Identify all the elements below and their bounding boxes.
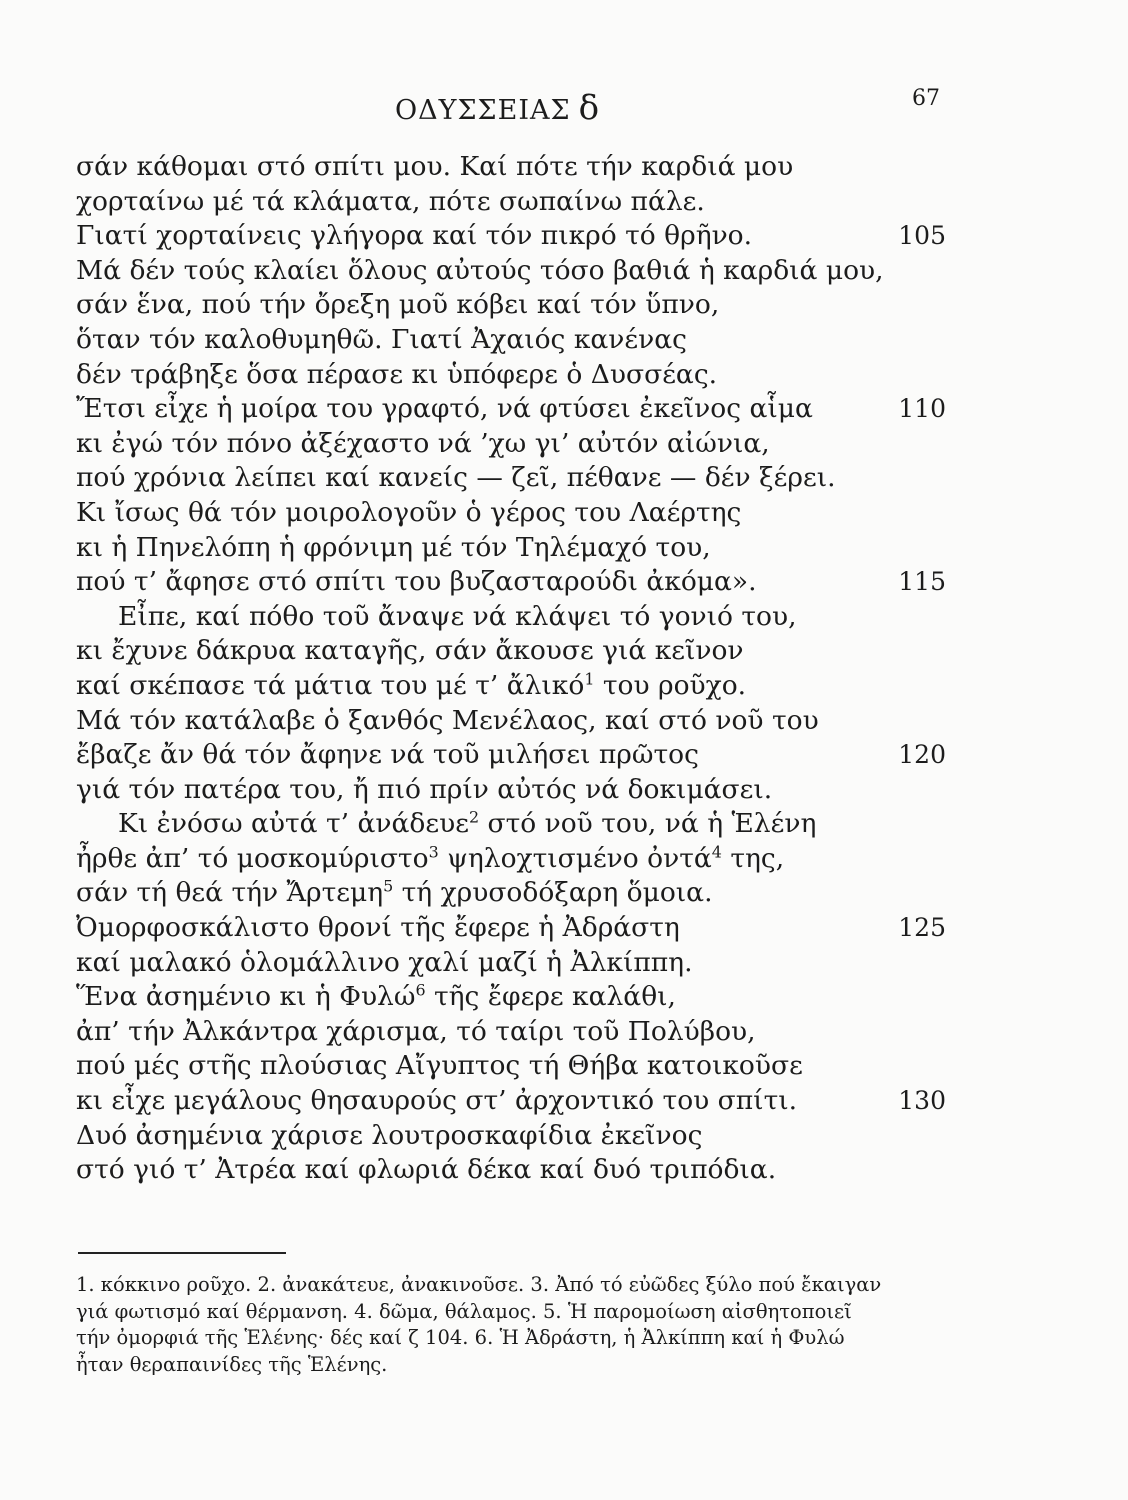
footnote-divider [78,1252,286,1254]
verse-line [76,980,946,1015]
verse-text [76,705,819,736]
verse-text [76,255,884,286]
verse-text [76,1050,803,1081]
verse-text [76,670,746,701]
verse-segment: ψηλοχτισμένο ὀντά [438,842,712,874]
verse-line [76,669,946,704]
book-letter: δ [578,88,601,128]
footnote-marker: 2 [468,807,480,827]
verse-text [76,324,687,355]
verse-text [76,808,816,839]
verse-segment: σάν κάθομαι στό σπίτι μου. Καί πότε τήν καρδιά μου [76,151,794,182]
verse-segment: κι ἐγώ τόν πόνο ἀξέχαστο νά ’χω γι’ αὐτόν αἰώνια, [76,427,770,459]
verse-segment: ἀπ’ τήν Ἀλκάντρα χάρισμα, τό ταίρι τοῦ Πολύβου, [76,1015,756,1047]
verse-line [76,392,946,427]
verse-segment: Μά δέν τούς κλαίει ὅλους αὐτούς τόσο βαθιά ἡ καρδιά μου, [76,254,884,286]
verse-line [76,1153,946,1188]
footnote-line: ἦταν θεραπαινίδες τῆς Ἑλένης. [76,1352,388,1376]
verse-text [76,462,836,493]
verse-segment: στό γιό τ’ Ἀτρέα καί φλωριά δέκα καί δυό τριπόδια. [76,1154,777,1186]
footnote-line: γιά φωτισμό καί θέρμανση. 4. δῶμα, θάλαμος. 5. Ἡ παρομοίωση αἰσθητοποιεῖ [76,1299,852,1323]
footnote-marker: 1 [584,669,595,689]
verse-segment: χορταίνω μέ τά κλάματα, πότε σωπαίνω πάλε. [76,185,705,217]
verse-text [76,393,813,424]
verse-segment: κι ἡ Πηνελόπη ἡ φρόνιμη μέ τόν Τηλέμαχό του, [76,531,711,563]
verse-segment: στό νοῦ του, νά ἡ Ἑλένη [479,808,817,840]
footnote-marker: 4 [711,842,722,862]
verse-segment: γιά τόν πατέρα του, ἤ πιό πρίν αὐτός νά δοκιμάσει. [76,773,773,805]
verse-segment: δέν τράβηξε ὅσα πέρασε κι ὑπόφερε ὁ Δυσσέας. [76,358,718,390]
verse-segment: ἔβαζε ἄν θά τόν ἄφηνε νά τοῦ μιλήσει πρῶτος [76,739,699,771]
verse-text [76,981,676,1012]
verse-line [76,219,946,254]
verse-text [76,220,752,251]
verse-block [76,150,946,1188]
footnote-line: τήν ὀμορφιά τῆς Ἑλένης· δές καί ζ 104. 6. Ἡ Ἀδράστη, ἡ Ἀλκίππη καί ἡ Φυλώ [76,1326,845,1349]
verse-line [76,773,946,808]
verse-segment: Γιατί χορταίνεις γλήγορα καί τόν πικρό τό θρῆνο. [76,220,753,252]
verse-line-number: 110 [898,394,946,424]
verse-line [76,1049,946,1084]
verse-line [76,738,946,773]
verse-segment: σάν ἕνα, πού τήν ὄρεξη μοῦ κόβει καί τόν ὕπνο, [76,289,720,321]
verse-segment: Κι ἴσως θά τόν μοιρολογοῦν ὁ γέρος του Λαέρτης [76,496,742,528]
verse-text [76,186,705,217]
verse-text [76,1085,797,1116]
verse-segment: ἦρθε ἀπ’ τό μοσκομύριστο [76,842,429,874]
verse-segment: του ροῦχο. [594,669,747,701]
verse-segment: καί σκέπασε τά μάτια του μέ τ’ ἄλικό [76,669,585,701]
verse-segment: καί μαλακό ὁλομάλλινο χαλί μαζί ἡ Ἀλκίππη. [76,946,693,978]
verse-line [76,531,946,566]
verse-text [76,1120,702,1151]
verse-line-number: 130 [898,1086,946,1116]
verse-line [76,1084,946,1119]
verse-segment: Κι ἐνόσω αὐτά τ’ ἀνάδευε [118,808,469,840]
verse-segment: πού τ’ ἄφησε στό σπίτι του βυζασταρούδι ἀκόμα». [76,566,757,598]
verse-line [76,427,946,462]
verse-segment: πού μές στῆς πλούσιας Αἴγυπτος τή Θήβα κατοικοῦσε [76,1050,803,1082]
verse-segment: ὅταν τόν καλοθυμηθῶ. Γιατί Ἀχαιός κανένας [76,323,687,355]
verse-line [76,842,946,877]
verse-segment: Δυό ἀσημένια χάρισε λουτροσκαφίδια ἐκεῖνος [76,1119,703,1151]
verse-segment: πού χρόνια λείπει καί κανείς — ζεῖ, πέθανε — δέν ξέρει. [76,462,836,494]
footnote-marker: 6 [415,980,426,1000]
verse-line-number: 115 [898,567,946,597]
verse-line-number: 125 [898,913,946,943]
verse-text [76,877,713,908]
verse-text [76,151,793,182]
verse-text [76,497,741,528]
verse-text [76,947,693,978]
verse-segment: Εἶπε, καί πόθο τοῦ ἄναψε νά κλάψει τό γονιό του, [118,600,797,632]
footnote-marker: 3 [428,842,439,862]
verse-text [76,566,757,597]
footnotes [76,1272,956,1378]
verse-segment: τῆς ἔφερε καλάθι, [425,981,676,1013]
verse-text [76,532,711,563]
page-number: 67 [912,86,940,111]
verse-text [76,912,680,943]
verse-segment: τή χρυσοδόξαρη ὅμοια. [393,877,713,909]
verse-line [76,1119,946,1154]
verse-line [76,911,946,946]
verse-line [76,600,946,635]
verse-text [76,359,717,390]
verse-segment: Ἔτσι εἶχε ἡ μοίρα του γραφτό, νά φτύσει ἐκεῖνος αἷμα [76,393,813,425]
verse-text [76,1016,756,1047]
verse-text [76,739,699,770]
verse-segment: της, [721,842,785,874]
verse-segment: κι εἶχε μεγάλους θησαυρούς στ’ ἀρχοντικό του σπίτι. [76,1085,798,1117]
running-title [395,88,600,128]
verse-text [76,843,784,874]
verse-text [76,774,772,805]
verse-text [76,601,797,632]
verse-line [76,150,946,185]
verse-line [76,185,946,220]
verse-line [76,461,946,496]
verse-text [76,428,770,459]
footnote-line: 1. κόκκινο ροῦχο. 2. ἀνακάτευε, ἀνακινοῦσε. 3. Ἀπό τό εὐῶδες ξύλο πού ἔκαιγαν [76,1273,882,1296]
verse-line [76,288,946,323]
verse-segment: Ἕνα ἀσημένιο κι ἡ Φυλώ [76,981,416,1013]
verse-line [76,946,946,981]
verse-segment: Ὀμορφοσκάλιστο θρονί τῆς ἔφερε ἡ Ἀδράστη [76,912,680,944]
verse-line [76,496,946,531]
verse-line [76,634,946,669]
verse-line-number: 120 [898,740,946,770]
running-title-text: ΟΔΥΣΣΕΙΑΣ [395,95,571,126]
verse-segment: σάν τή θεά τήν Ἄρτεμη [76,877,384,909]
verse-line-number: 105 [898,221,946,251]
verse-text [76,1154,776,1185]
verse-line [76,1015,946,1050]
verse-line [76,254,946,289]
verse-text [76,289,719,320]
verse-line [76,323,946,358]
verse-text [76,635,744,666]
verse-line [76,358,946,393]
verse-segment: Μά τόν κατάλαβε ὁ ξανθός Μενέλαος, καί στό νοῦ του [76,704,819,736]
verse-line [76,565,946,600]
footnote-marker: 5 [383,876,394,896]
verse-segment: κι ἔχυνε δάκρυα καταγῆς, σάν ἄκουσε γιά κεῖνον [76,635,744,667]
verse-line [76,704,946,739]
verse-line [76,807,946,842]
verse-line [76,876,946,911]
